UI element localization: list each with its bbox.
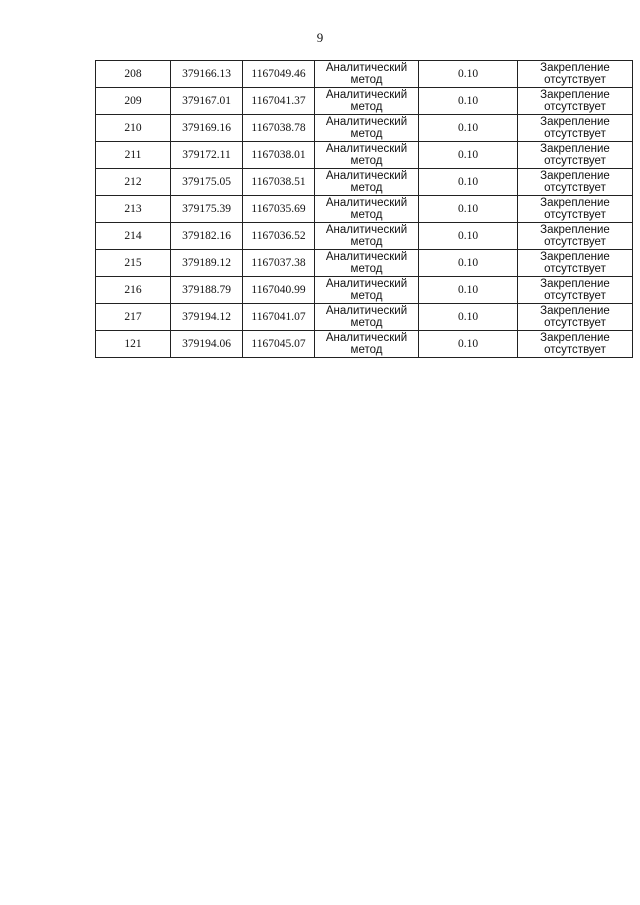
table-row	[96, 142, 633, 169]
y-coordinate-cell-text: 1167049.46	[251, 68, 306, 80]
accuracy-cell	[419, 277, 518, 304]
point-number-cell-text: 209	[124, 95, 142, 107]
point-number-cell	[96, 277, 171, 304]
fixation-cell-text: Закрепление отсутствует	[540, 116, 610, 140]
point-number-cell-text: 212	[124, 176, 142, 188]
method-cell	[315, 304, 419, 331]
point-number-cell	[96, 196, 171, 223]
accuracy-cell-text: 0.10	[457, 230, 479, 242]
point-number-cell	[96, 142, 171, 169]
point-number-cell	[96, 331, 171, 358]
fixation-cell	[518, 61, 633, 88]
x-coordinate-cell-text: 379167.01	[182, 95, 231, 107]
y-coordinate-cell-text: 1167036.52	[251, 230, 306, 242]
x-coordinate-cell-text: 379172.11	[182, 149, 231, 161]
y-coordinate-cell-text: 1167035.69	[251, 203, 306, 215]
method-cell-text: Аналитический метод	[325, 197, 408, 221]
table-row	[96, 250, 633, 277]
method-cell	[315, 331, 419, 358]
method-cell	[315, 61, 419, 88]
fixation-cell-text: Закрепление отсутствует	[540, 197, 610, 221]
fixation-cell	[518, 196, 633, 223]
fixation-cell-text: Закрепление отсутствует	[540, 62, 610, 86]
fixation-cell-text: Закрепление отсутствует	[540, 332, 610, 356]
accuracy-cell-text: 0.10	[457, 122, 479, 134]
point-number-cell-text: 211	[124, 149, 142, 161]
point-number-cell-text: 217	[124, 311, 142, 323]
accuracy-cell-text: 0.10	[457, 203, 479, 215]
x-coordinate-cell-text: 379166.13	[182, 68, 231, 80]
method-cell-text: Аналитический метод	[325, 89, 408, 113]
method-cell	[315, 277, 419, 304]
fixation-cell	[518, 331, 633, 358]
coordinates-table-body	[96, 61, 633, 358]
fixation-cell	[518, 169, 633, 196]
accuracy-cell	[419, 88, 518, 115]
y-coordinate-cell	[243, 88, 315, 115]
accuracy-cell-text: 0.10	[457, 149, 479, 161]
y-coordinate-cell	[243, 250, 315, 277]
y-coordinate-cell-text: 1167038.01	[251, 149, 306, 161]
x-coordinate-cell	[171, 61, 243, 88]
method-cell	[315, 142, 419, 169]
accuracy-cell	[419, 250, 518, 277]
method-cell	[315, 169, 419, 196]
y-coordinate-cell-text: 1167038.51	[251, 176, 306, 188]
accuracy-cell-text: 0.10	[457, 284, 479, 296]
x-coordinate-cell	[171, 331, 243, 358]
accuracy-cell-text: 0.10	[457, 257, 479, 269]
coordinates-table	[95, 60, 633, 358]
point-number-cell	[96, 223, 171, 250]
accuracy-cell-text: 0.10	[457, 311, 479, 323]
table-row	[96, 331, 633, 358]
y-coordinate-cell-text: 1167037.38	[251, 257, 306, 269]
x-coordinate-cell-text: 379175.05	[182, 176, 231, 188]
table-row	[96, 169, 633, 196]
fixation-cell-text: Закрепление отсутствует	[540, 224, 610, 248]
point-number-cell	[96, 61, 171, 88]
accuracy-cell	[419, 304, 518, 331]
accuracy-cell-text: 0.10	[457, 338, 479, 350]
accuracy-cell-text: 0.10	[457, 68, 479, 80]
fixation-cell-text: Закрепление отсутствует	[540, 143, 610, 167]
accuracy-cell-text: 0.10	[457, 176, 479, 188]
fixation-cell	[518, 304, 633, 331]
y-coordinate-cell	[243, 61, 315, 88]
x-coordinate-cell-text: 379175.39	[182, 203, 231, 215]
y-coordinate-cell-text: 1167040.99	[251, 284, 306, 296]
point-number-cell-text: 215	[124, 257, 142, 269]
table-row	[96, 196, 633, 223]
y-coordinate-cell	[243, 196, 315, 223]
accuracy-cell	[419, 142, 518, 169]
method-cell	[315, 196, 419, 223]
method-cell-text: Аналитический метод	[325, 251, 408, 275]
x-coordinate-cell	[171, 142, 243, 169]
point-number-cell	[96, 169, 171, 196]
fixation-cell	[518, 223, 633, 250]
x-coordinate-cell	[171, 250, 243, 277]
x-coordinate-cell	[171, 115, 243, 142]
x-coordinate-cell	[171, 196, 243, 223]
accuracy-cell	[419, 223, 518, 250]
y-coordinate-cell-text: 1167038.78	[251, 122, 306, 134]
fixation-cell-text: Закрепление отсутствует	[540, 278, 610, 302]
method-cell	[315, 250, 419, 277]
x-coordinate-cell	[171, 223, 243, 250]
method-cell-text: Аналитический метод	[325, 170, 408, 194]
method-cell	[315, 115, 419, 142]
method-cell-text: Аналитический метод	[325, 62, 408, 86]
y-coordinate-cell	[243, 277, 315, 304]
method-cell-text: Аналитический метод	[325, 143, 408, 167]
x-coordinate-cell-text: 379194.12	[182, 311, 231, 323]
y-coordinate-cell	[243, 142, 315, 169]
fixation-cell	[518, 250, 633, 277]
x-coordinate-cell	[171, 88, 243, 115]
method-cell-text: Аналитический метод	[325, 278, 408, 302]
table-row	[96, 277, 633, 304]
point-number-cell	[96, 304, 171, 331]
method-cell-text: Аналитический метод	[325, 224, 408, 248]
point-number-cell-text: 121	[124, 338, 142, 350]
x-coordinate-cell-text: 379189.12	[182, 257, 231, 269]
x-coordinate-cell-text: 379188.79	[182, 284, 231, 296]
accuracy-cell	[419, 331, 518, 358]
y-coordinate-cell	[243, 304, 315, 331]
point-number-cell-text: 213	[124, 203, 142, 215]
page-number: 9	[316, 30, 324, 45]
table-row	[96, 115, 633, 142]
method-cell-text: Аналитический метод	[325, 305, 408, 329]
x-coordinate-cell-text: 379182.16	[182, 230, 231, 242]
point-number-cell-text: 214	[124, 230, 142, 242]
accuracy-cell	[419, 115, 518, 142]
y-coordinate-cell	[243, 115, 315, 142]
fixation-cell	[518, 88, 633, 115]
point-number-cell-text: 216	[124, 284, 142, 296]
fixation-cell	[518, 277, 633, 304]
x-coordinate-cell	[171, 304, 243, 331]
table-row	[96, 61, 633, 88]
accuracy-cell	[419, 196, 518, 223]
fixation-cell-text: Закрепление отсутствует	[540, 305, 610, 329]
accuracy-cell	[419, 61, 518, 88]
fixation-cell-text: Закрепление отсутствует	[540, 170, 610, 194]
y-coordinate-cell-text: 1167041.37	[251, 95, 306, 107]
fixation-cell	[518, 142, 633, 169]
x-coordinate-cell-text: 379194.06	[182, 338, 231, 350]
accuracy-cell	[419, 169, 518, 196]
point-number-cell	[96, 88, 171, 115]
method-cell	[315, 88, 419, 115]
point-number-cell-text: 210	[124, 122, 142, 134]
fixation-cell	[518, 115, 633, 142]
method-cell	[315, 223, 419, 250]
x-coordinate-cell	[171, 169, 243, 196]
table-row	[96, 88, 633, 115]
y-coordinate-cell	[243, 169, 315, 196]
fixation-cell-text: Закрепление отсутствует	[540, 89, 610, 113]
table-row	[96, 304, 633, 331]
table-row	[96, 223, 633, 250]
fixation-cell-text: Закрепление отсутствует	[540, 251, 610, 275]
y-coordinate-cell-text: 1167045.07	[251, 338, 306, 350]
point-number-cell	[96, 115, 171, 142]
point-number-cell	[96, 250, 171, 277]
y-coordinate-cell	[243, 331, 315, 358]
method-cell-text: Аналитический метод	[325, 332, 408, 356]
y-coordinate-cell-text: 1167041.07	[251, 311, 306, 323]
y-coordinate-cell	[243, 223, 315, 250]
accuracy-cell-text: 0.10	[457, 95, 479, 107]
method-cell-text: Аналитический метод	[325, 116, 408, 140]
x-coordinate-cell	[171, 277, 243, 304]
point-number-cell-text: 208	[124, 68, 142, 80]
x-coordinate-cell-text: 379169.16	[182, 122, 231, 134]
